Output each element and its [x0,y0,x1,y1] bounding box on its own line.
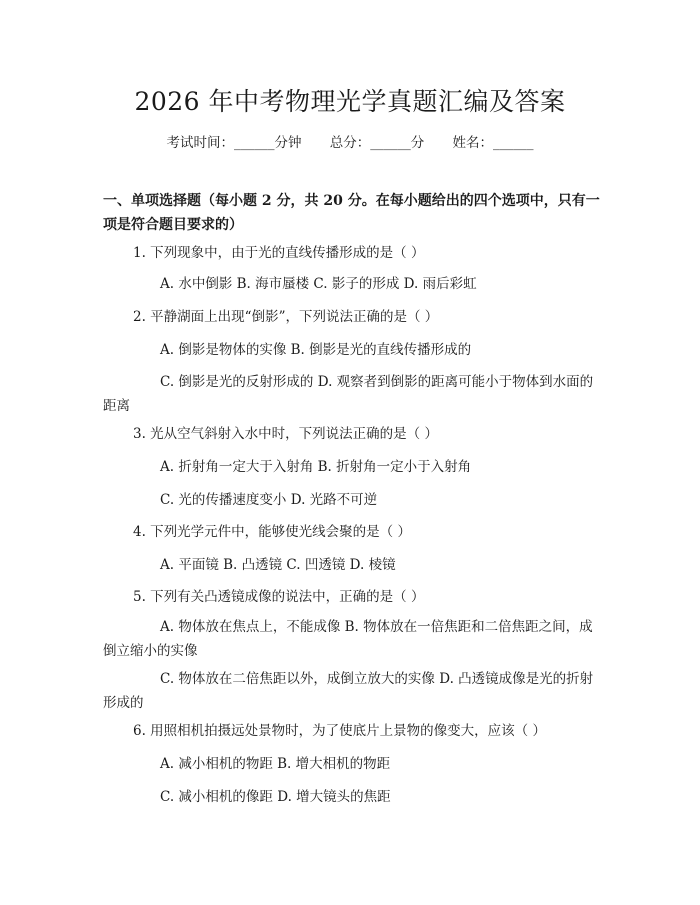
question-stem: 1. 下列现象中，由于光的直线传播形成的是（ ） [133,245,425,261]
question-options: C. 物体放在二倍焦距以外，成倒立放大的实像 D. 凸透镜成像是光的折射形成的 [103,671,594,711]
question-options: A. 折射角一定大于入射角 B. 折射角一定小于入射角 [160,459,472,475]
exam-name-field: 姓名：______ [452,135,534,151]
exam-time-field: 考试时间：______分钟 [166,135,302,151]
exam-score-field: 总分：______分 [329,135,425,151]
question-stem: 6. 用照相机拍摄远处景物时，为了使底片上景物的像变大，应该（ ） [133,723,546,739]
question-options: A. 倒影是物体的实像 B. 倒影是光的直线传播形成的 [160,342,472,358]
question-options: C. 光的传播速度变小 D. 光路不可逆 [160,492,378,508]
question-stem: 2. 平静湖面上出现“倒影”，下列说法正确的是（ ） [133,309,439,325]
question-options: A. 减小相机的物距 B. 增大相机的物距 [160,756,391,772]
question-options: A. 水中倒影 B. 海市蜃楼 C. 影子的形成 D. 雨后彩虹 [160,276,477,292]
section-heading: 一、单项选择题（每小题 2 分，共 20 分。在每小题给出的四个选项中，只有一项是符合题目要求的） [103,193,600,233]
question-options: A. 物体放在焦点上，不能成像 B. 物体放在一倍焦距和二倍焦距之间，成倒立缩小的实像 [103,619,593,659]
exam-meta [0,131,700,151]
page-title: 2026 年中考物理光学真题汇编及答案 [134,87,566,116]
question-options: C. 减小相机的像距 D. 增大镜头的焦距 [160,789,391,805]
question-stem: 3. 光从空气斜射入水中时，下列说法正确的是（ ） [133,426,438,442]
question-options: A. 平面镜 B. 凸透镜 C. 凹透镜 D. 棱镜 [160,557,396,573]
question-options: C. 倒影是光的反射形成的 D. 观察者到倒影的距离可能小于物体到水面的距离 [103,374,594,414]
question-stem: 5. 下列有关凸透镜成像的说法中，正确的是（ ） [133,589,425,605]
question-stem: 4. 下列光学元件中，能够使光线会聚的是（ ） [133,524,411,540]
